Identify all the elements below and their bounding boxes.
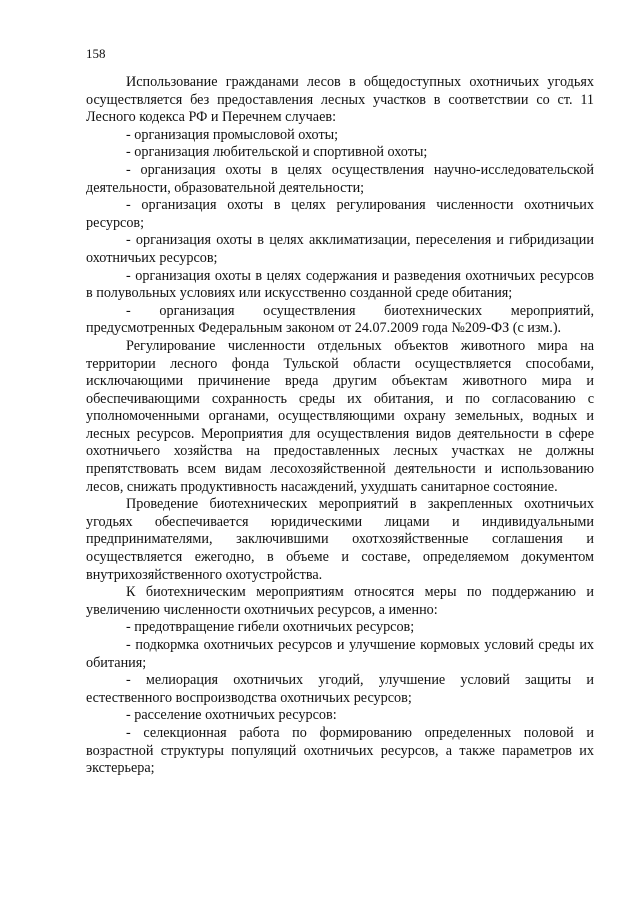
paragraph: Использование гражданами лесов в общедоступных охотничьих угодьях осуществляется без предоставления лесных участков в соответствии со ст. 11 Лесного кодекса РФ и Перечнем случаев: [86,74,594,126]
list-item: - расселение охотничьих ресурсов: [126,707,337,724]
paragraph: Проведение биотехнических мероприятий в закрепленных охотничьих угодьях обеспечивается юридическими лицами и индивидуальными предпринимателями, заключившими охотхозяйственные соглашения и осуществляется ежегодно, в объеме и составе, определяемом документом внутрихозяйственного охотустройства. [86,496,594,583]
list-item: - селекционная работа по формированию определенных половой и возрастной структуры популяций охотничьих ресурсов, а также параметров их экстерьера; [86,724,594,777]
list-item: - организация осуществления биотехнических мероприятий, предусмотренных Федеральным законом от 24.07.2009 года №209-ФЗ (с изм.). [86,302,594,337]
list-item: - организация охоты в целях содержания и разведения охотничьих ресурсов в полувольных условиях или искусственно созданной среде обитания; [86,267,594,302]
list-item: - организация охоты в целях акклиматизации, переселения и гибридизации охотничьих ресурсов; [86,232,594,266]
list-item: - подкормка охотничьих ресурсов и улучшение кормовых условий среды их обитания; [86,637,594,671]
list-item: - предотвращение гибели охотничьих ресурсов; [126,619,415,636]
list-item: - мелиорация охотничьих угодий, улучшение условий защиты и естественного воспроизводства охотничьих ресурсов; [86,672,594,706]
paragraph: К биотехническим мероприятиям относятся меры по поддержанию и увеличению численности охотничьих ресурсов, а именно: [86,584,594,618]
list-item: - организация охоты в целях регулирования численности охотничьих ресурсов; [86,197,594,231]
list-item: - организация охоты в целях осуществления научно-исследовательской деятельности, образовательной деятельности; [86,161,594,196]
list-item: - организация любительской и спортивной охоты; [126,144,428,161]
document-body [86,74,594,778]
list-item: - организация промысловой охоты; [126,126,339,143]
paragraph: Регулирование численности отдельных объектов животного мира на территории лесного фонда Тульской области осуществляется способами, исключающими причинение вреда другим объектам животного мира и обеспечивающими сохранность среды их обитания, и по согласованию с уполномоченными органами, осуществляющими охрану земельных, водных и лесных ресурсов. Мероприятия для осуществления видов деятельности в сфере охотничьего хозяйства на предоставленных лесных участках не должны препятствовать всем видам лесохозяйственной деятельности и использованию лесов, снижать продуктивность насаждений, ухудшать санитарное состояние. [86,337,594,495]
page-number: 158 [86,46,106,61]
